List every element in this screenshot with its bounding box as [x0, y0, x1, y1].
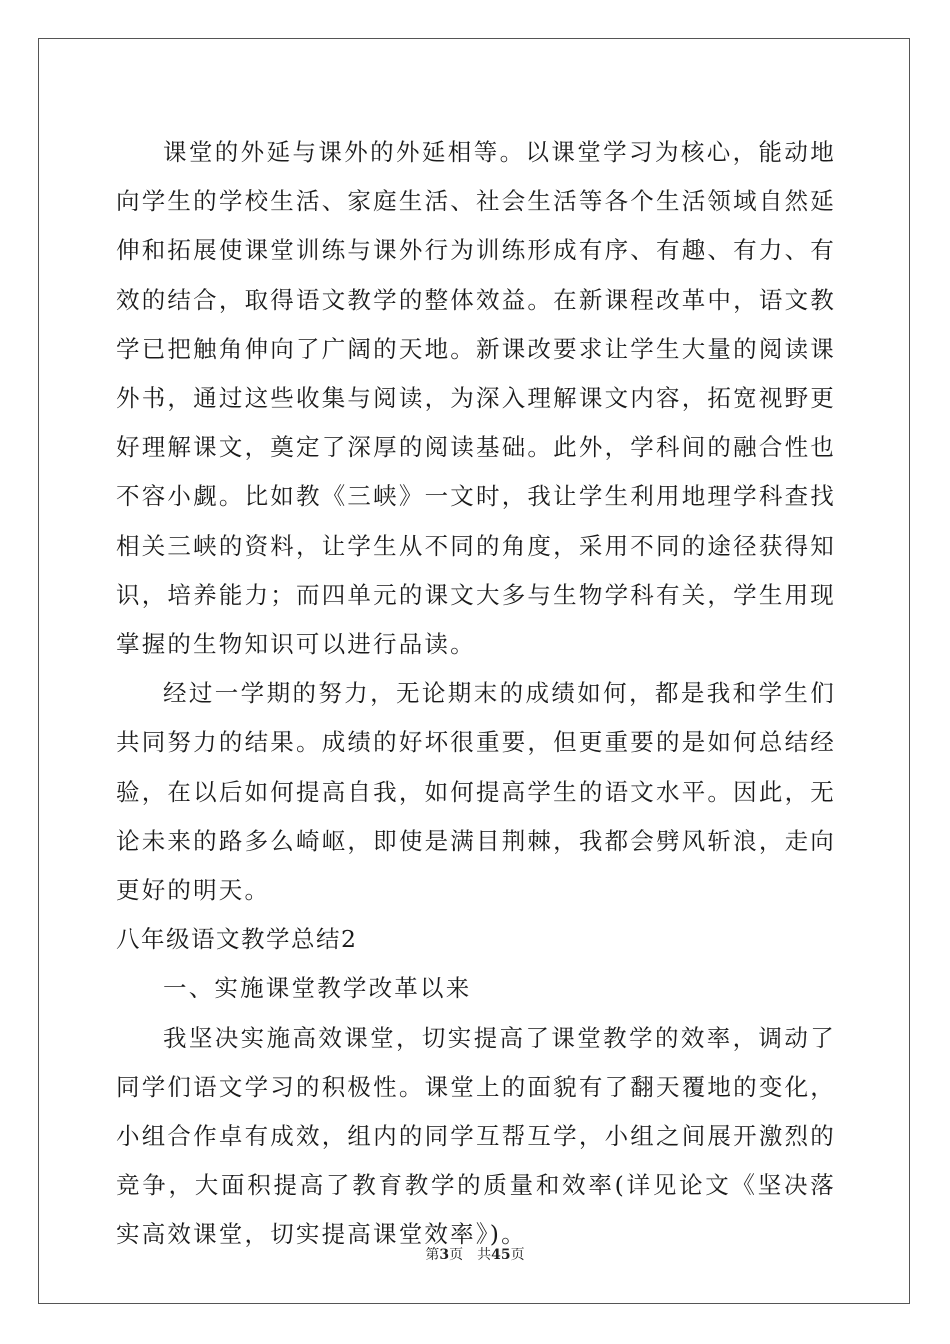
footer-page-suffix: 页: [449, 1247, 464, 1263]
page-footer: [0, 1244, 950, 1264]
footer-page-number: 3: [439, 1247, 450, 1263]
footer-total-prefix: 共: [477, 1247, 492, 1263]
footer-total-pages: 45: [491, 1247, 511, 1263]
paragraph-3: 我坚决实施高效课堂，切实提高了课堂教学的效率，调动了同学们语文学习的积极性。课堂上的面貌有了翻天覆地的变化，小组合作卓有成效，组内的同学互帮互学，小组之间展开激烈的竞争，大面积提高了教育教学的质量和效率(详见论文《坚决落实高效课堂，切实提高课堂效率》)。: [116, 1023, 836, 1249]
footer-total-suffix: 页: [510, 1247, 525, 1263]
subsection-title: 一、实施课堂教学改革以来: [163, 974, 472, 1003]
paragraph-1: 课堂的外延与课外的外延相等。以课堂学习为核心，能动地向学生的学校生活、家庭生活、社会生活等各个生活领域自然延伸和拓展使课堂训练与课外行为训练形成有序、有趣、有力、有效的结合，取得语文教学的整体效益。在新课程改革中，语文教学已把触角伸向了广阔的天地。新课改要求让学生大量的阅读课外书，通过这些收集与阅读，为深入理解课文内容，拓宽视野更好理解课文，奠定了深厚的阅读基础。此外，学科间的融合性也不容小觑。比如教《三峡》一文时，我让学生利用地理学科查找相关三峡的资料，让学生从不同的角度，采用不同的途径获得知识，培养能力；而四单元的课文大多与生物学科有关，学生用现掌握的生物知识可以进行品读。: [116, 138, 836, 659]
section-title: 八年级语文教学总结2: [116, 925, 358, 954]
document-body: [116, 128, 836, 1260]
footer-page-prefix: 第: [425, 1247, 440, 1263]
paragraph-2: 经过一学期的努力，无论期末的成绩如何，都是我和学生们共同努力的结果。成绩的好坏很重要，但更重要的是如何总结经验，在以后如何提高自我，如何提高学生的语文水平。因此，无论未来的路多么崎岖，即使是满目荆棘，我都会劈风斩浪，走向更好的明天。: [116, 679, 836, 905]
